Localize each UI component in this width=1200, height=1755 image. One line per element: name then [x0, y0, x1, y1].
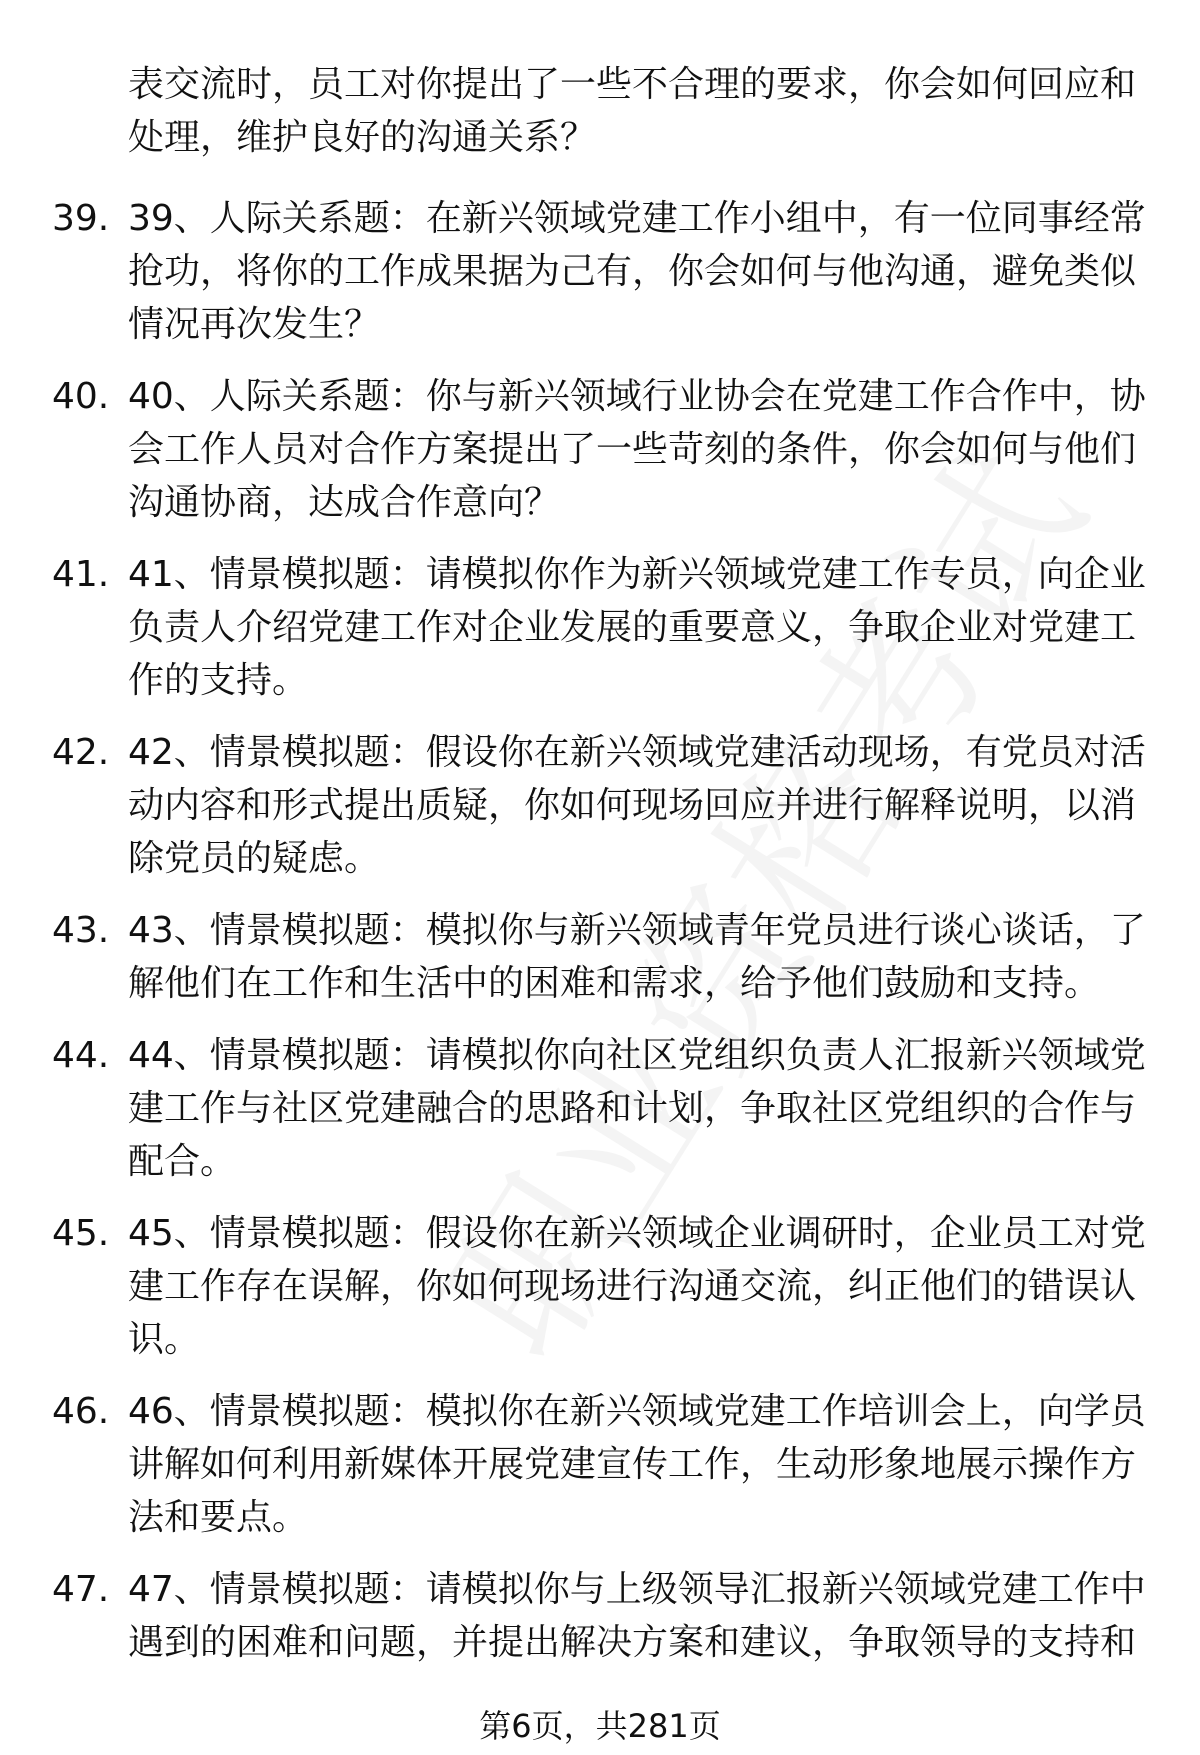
question-number: 43. [52, 910, 110, 951]
question-item [0, 1029, 1200, 1188]
question-number: 42. [52, 732, 110, 773]
question-text: 46、情景模拟题：模拟你在新兴领域党建工作培训会上，向学员 讲解如何利用新媒体开展党建宣传工作，生动形象地展示操作方 法和要点。 [128, 1391, 1146, 1538]
question-item [0, 1385, 1200, 1544]
question-number: 46. [52, 1391, 110, 1432]
continued-question-text: 表交流时，员工对你提出了一些不合理的要求，你会如何回应和 处理，维护良好的沟通关系？ [128, 64, 1137, 158]
question-text: 39、人际关系题：在新兴领域党建工作小组中，有一位同事经常 抢功，将你的工作成果据为己有，你会如何与他沟通，避免类似 情况再次发生？ [128, 198, 1146, 345]
page-footer: 第6页，共281页 [479, 1707, 721, 1745]
question-number: 47. [52, 1569, 110, 1610]
question-item [0, 192, 1200, 351]
question-number: 45. [52, 1213, 110, 1254]
question-item [0, 1563, 1200, 1669]
question-list [0, 192, 1200, 1688]
question-text: 47、情景模拟题：请模拟你与上级领导汇报新兴领域党建工作中 遇到的困难和问题，并提出解决方案和建议，争取领导的支持和 [128, 1569, 1146, 1663]
question-text: 42、情景模拟题：假设你在新兴领域党建活动现场，有党员对活 动内容和形式提出质疑，你如何现场回应并进行解释说明，以消 除党员的疑虑。 [128, 732, 1146, 879]
question-item [0, 548, 1200, 707]
question-text: 41、情景模拟题：请模拟你作为新兴领域党建工作专员，向企业 负责人介绍党建工作对企业发展的重要意义，争取企业对党建工 作的支持。 [128, 554, 1146, 701]
question-text: 44、情景模拟题：请模拟你向社区党组织负责人汇报新兴领域党 建工作与社区党建融合的思路和计划，争取社区党组织的合作与 配合。 [128, 1035, 1146, 1182]
question-item [0, 1207, 1200, 1366]
question-text: 40、人际关系题：你与新兴领域行业协会在党建工作合作中，协 会工作人员对合作方案提出了一些苛刻的条件，你会如何与他们 沟通协商，达成合作意向？ [128, 376, 1146, 523]
question-number: 40. [52, 376, 110, 417]
question-number: 44. [52, 1035, 110, 1076]
question-text: 45、情景模拟题：假设你在新兴领域企业调研时，企业员工对党 建工作存在误解，你如何现场进行沟通交流，纠正他们的错误认 识。 [128, 1213, 1146, 1360]
question-item [0, 726, 1200, 885]
question-item [0, 370, 1200, 529]
question-item [0, 904, 1200, 1010]
question-text: 43、情景模拟题：模拟你与新兴领域青年党员进行谈心谈话，了 解他们在工作和生活中的困难和需求，给予他们鼓励和支持。 [128, 910, 1146, 1004]
question-number: 39. [52, 198, 110, 239]
question-number: 41. [52, 554, 110, 595]
